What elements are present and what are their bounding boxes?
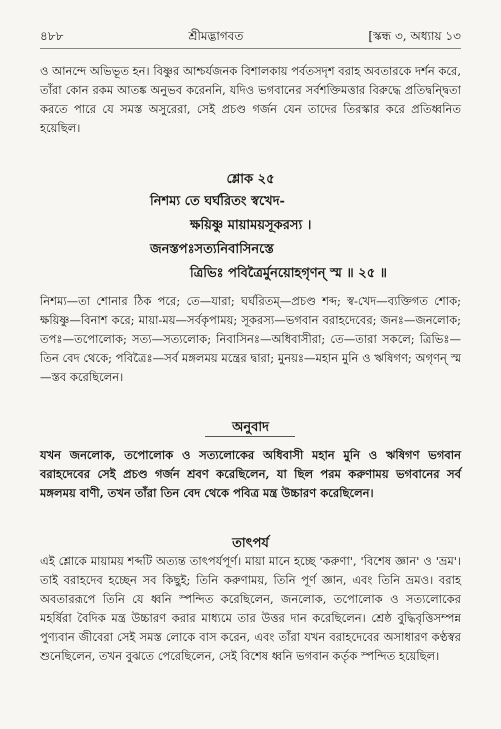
page-header — [40, 28, 461, 49]
verse-line-1: নিশম্য তে ঘর্ঘরিতং স্বখেদ- — [150, 194, 285, 209]
synonyms-paragraph: নিশম্য—তা শোনার ঠিক পরে; তে—যারা; ঘর্ঘরিতম্—প্রচণ্ড শব্দ; স্ব-খেদ—ব্যক্তিগত শোক; ক্ষয়িষ্ণু—বিনাশ করে; মায়া-ময়—সর্বকৃপাময়; সূকরস্য—ভগবান বরাহদেবের; জনঃ—জনলোক; তপঃ—তপোলোক; সত্য—সত্যলোক; নিবাসিনঃ—অধিবাসীরা; তে—তারা সকলে; ত্রিভিঃ—তিন বেদ থেকে; পবিত্রৈঃ—সর্ব মঙ্গলময় মন্ত্রের দ্বারা; মুনয়ঃ—মহান মুনি ও ঋষিগণ; অগৃণন্ স্ম—স্তব করেছিলেন। — [40, 294, 461, 384]
translation-text: যখন জনলোক, তপোলোক ও সত্যলোকের অধিবাসী মহান মুনি ও ঋষিগণ ভগবান বরাহদেবের সেই প্রচণ্ড গর্জন শ্রবণ করেছিলেন, যা ছিল পরম করুণাময় ভগবানের সর্ব মঙ্গলময় বাণী, তখন তাঁরা তিন বেদ থেকে পবিত্র মন্ত্র উচ্চারণ করেছিলেন। — [40, 448, 461, 500]
translation-title-rule — [205, 436, 295, 437]
verse-line-2: ক্ষয়িষ্ণু মায়াময়সূকরস্য । — [190, 218, 312, 233]
book-title: শ্রীমদ্ভাগবত — [188, 29, 244, 43]
verse-line-4: ত্রিভিঃ পবিত্রৈর্মুনয়োহগৃণন্ স্ম ॥ ২৫ ॥ — [190, 266, 388, 281]
purport-text: এই শ্লোকে মায়াময় শব্দটি অত্যন্ত তাৎপর্যপূর্ণ। মায়া মানে হচ্ছে 'করুণা', 'বিশেষ জ্ঞান' ও 'ভ্রম'। তাই বরাহদেব হচ্ছেন সব কিছুই; তিনি করুণাময়, তিনি পূর্ণ জ্ঞান, এবং তিনি ভ্রমও। বরাহ অবতাররূপে তিনি যে ধ্বনি স্পন্দিত করেছিলেন, জনলোক, তপোলোক ও সত্যলোকের মহর্ষিরা বৈদিক মন্ত্র উচ্চারণ করার মাধ্যমে তার উত্তর দান করেছিলেন। শ্রেষ্ঠ বুদ্ধিবৃত্তিসম্পন্ন পুণ্যবান জীবেরা সেই সমস্ত লোকে বাস করেন, এবং তাঁরা যখন বরাহদেবের অসাধারণ কণ্ঠস্বর শুনেছিলেন, তখন বুঝতে পেরেছিলেন, সেই বিশেষ ধ্বনি ভগবান কর্তৃক স্পন্দিত হয়েছিল। — [40, 554, 461, 663]
translation-title: অনুবাদ — [232, 420, 269, 435]
verse-heading: শ্লোক ২৫ — [226, 172, 275, 187]
intro-paragraph: ও আনন্দে অভিভূত হন। বিষ্ণুর আশ্চর্যজনক বিশালকায় পর্বতসদৃশ বরাহ অবতারকে দর্শন করে, তাঁরা কোন রকম আতঙ্ক অনুভব করেননি, যদিও ভগবানের সর্বশক্তিমত্তার বিরুদ্ধে প্রতিদ্বন্দ্বিতা করতে পারে যে সমস্ত অসুরেরা, সেই প্রচণ্ড গর্জন যেন তাদের তিরস্কার করে প্রতিধ্বনিত হয়েছিল। — [40, 64, 461, 135]
page-number: ৪৮৮ — [40, 29, 64, 43]
purport-title: তাৎপর্য — [232, 536, 269, 551]
chapter-reference: [স্কন্ধ ৩, অধ্যায় ১৩ — [368, 29, 461, 43]
verse-line-3: জনস্তপঃসত্যনিবাসিনস্তে — [150, 242, 274, 257]
